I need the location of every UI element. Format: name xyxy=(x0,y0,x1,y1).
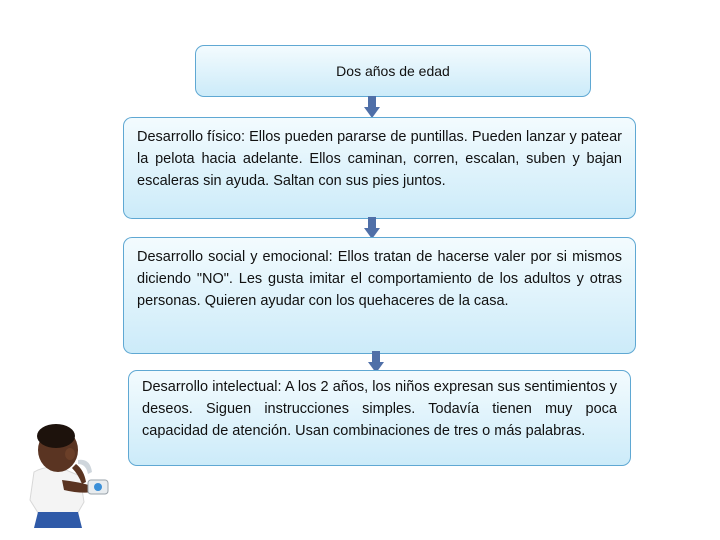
social-emotional-development-box xyxy=(123,237,636,354)
arrow-down-icon xyxy=(364,96,380,118)
box-description: A los 2 años, los niños expresan sus sentimientos y deseos. Siguen instrucciones simples. Todavía tienen muy poca capacidad de atención. Usan combinaciones de tres o más palabras. xyxy=(142,379,617,439)
intellectual-development-box xyxy=(128,370,631,466)
title-text: Dos años de edad xyxy=(336,63,450,79)
arrow-down-icon xyxy=(364,217,380,239)
physical-development-box xyxy=(123,117,636,219)
box-description: Ellos pueden pararse de puntillas. Pueden lanzar y patear la pelota hacia adelante. Ellos caminan, corren, escalan, suben y bajan escaleras sin ayuda. Saltan con sus pies juntos. xyxy=(137,129,622,189)
box-term: Desarrollo intelectual: xyxy=(142,379,282,395)
box-term: Desarrollo social y emocional: xyxy=(137,249,333,265)
title-box xyxy=(195,45,591,97)
box-description: Ellos tratan de hacerse valer por si mismos diciendo "NO". Les gusta imitar el comportamiento de los adultos y otras personas. Quieren ayudar con los quehaceres de la casa. xyxy=(137,249,623,309)
box-term: Desarrollo físico: xyxy=(137,129,246,145)
toddler-photo xyxy=(18,420,118,528)
